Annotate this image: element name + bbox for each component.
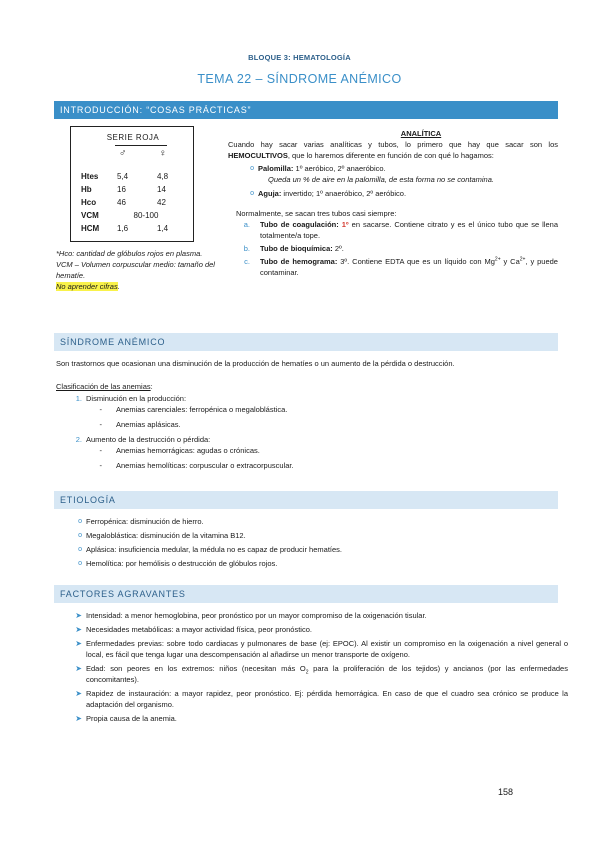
- clasificacion-title: Clasificación de las anemias: [56, 382, 151, 391]
- page-number: 158: [498, 787, 514, 797]
- subscript: 2: [305, 669, 309, 676]
- male-symbol-icon: ♂: [119, 148, 127, 159]
- note-hco: *Hco: cantidad de glóbulos rojos en plasma.: [56, 249, 203, 258]
- item-bold: Enfermedades previas: [86, 639, 162, 648]
- female-value: 1,4: [157, 224, 169, 233]
- item-bold: Necesidades metabólicas: [86, 625, 172, 634]
- circle-bullet-icon: o: [78, 518, 82, 525]
- tube-order-red: 1º: [341, 220, 349, 229]
- item-text: : sobre todo cardiacas y pulmonares de base (ej: EPOC). Al existir un compromiso en la oxigenación a nivel general o local, es fácil que tenga lugar una descompensación al añadirse un menor transporte de oxígeno.: [86, 639, 568, 659]
- item-bold: Edad: [86, 664, 104, 673]
- analitica-intro: [228, 139, 558, 161]
- list-item: [68, 638, 568, 660]
- item-bold: Palomilla:: [258, 164, 294, 173]
- item-text: : por hemólisis o destrucción de glóbulos rojos.: [121, 559, 278, 568]
- note-vcm: VCM – Volumen corpuscular medio: tamaño del hematíe.: [56, 260, 215, 280]
- list-item: [68, 460, 556, 471]
- arrow-bullet-icon: ➤: [75, 611, 82, 620]
- group-title: Aumento de la destrucción o pérdida:: [86, 435, 211, 444]
- item-bold: Aguja:: [258, 189, 282, 198]
- list-item: [68, 434, 556, 445]
- superscript: 2+: [519, 256, 526, 263]
- note-highlight-line: [56, 281, 216, 292]
- item-text: invertido; 1º anaeróbico, 2º aeróbico.: [281, 189, 407, 198]
- tube-text: 3º. Contiene EDTA que es un líquido con Mg: [337, 257, 495, 266]
- list-item: [68, 530, 568, 541]
- note-punct: .: [117, 282, 120, 291]
- table-row-vcm: [81, 211, 191, 223]
- serie-roja-underline: [115, 145, 167, 146]
- letter-marker: a.: [243, 220, 250, 229]
- intro-text: Cuando hay sacar varias analíticas y tubos, lo primero que hay que sacar son los: [228, 140, 558, 149]
- item-bold: Ferropénica: [86, 517, 127, 526]
- group-item: Anemias carenciales: ferropénica o megaloblástica.: [116, 405, 288, 414]
- list-item: [68, 713, 568, 724]
- list-item: [240, 163, 558, 185]
- serie-roja-title: SERIE ROJA: [106, 133, 160, 142]
- list-item: [240, 188, 558, 199]
- item-bold: Megaloblástica: [86, 531, 137, 540]
- list-item: [68, 419, 556, 430]
- list-item: [68, 624, 568, 635]
- list-item: [68, 610, 568, 621]
- list-item: [68, 393, 556, 404]
- section-header-intro: INTRODUCCIÓN: “COSAS PRÁCTICAS”: [54, 101, 558, 119]
- arrow-bullet-icon: ➤: [75, 714, 82, 723]
- table-row-hb: [81, 185, 191, 197]
- tube-text: , y puede contaminar.: [260, 257, 558, 277]
- female-value: 14: [157, 185, 166, 194]
- circle-bullet-icon: o: [250, 190, 254, 197]
- circle-bullet-icon: o: [250, 165, 254, 172]
- item-text: : a mayor rapidez, peor pronóstico. Ej: pérdida hemorrágica. En caso de que el cuadro sea crónico se produce la adaptación del organismo.: [86, 689, 568, 709]
- item-text: Propia causa de la anemia.: [86, 714, 177, 723]
- circle-bullet-icon: o: [78, 532, 82, 539]
- normally-text: Normalmente, se sacan tres tubos casi siempre:: [236, 209, 397, 218]
- item-text: 1º aeróbico, 2º anaeróbico.: [293, 164, 386, 173]
- number-marker: 1.: [75, 394, 82, 403]
- item-subnote: Queda un % de aire en la palomilla, de esta forma no se contamina.: [268, 175, 494, 184]
- item-bold: Intensidad: [86, 611, 121, 620]
- superscript: 2+: [494, 256, 501, 263]
- row-label: HCM: [81, 224, 100, 233]
- hemocultivo-list: [240, 163, 558, 199]
- female-symbol-icon: ♀: [159, 148, 167, 159]
- item-text: : son peores en los extremos: niños (necesitan más O: [103, 664, 306, 673]
- tube-text: en sacarse. Contiene citrato y es el único tubo que se llena totalmente/a tope.: [260, 220, 558, 240]
- letter-marker: c.: [244, 257, 250, 266]
- list-item: [68, 544, 568, 555]
- tube-text: y Ca: [500, 257, 520, 266]
- male-value: 16: [117, 185, 126, 194]
- item-bold: Hemolítica: [86, 559, 122, 568]
- serie-roja-table: [70, 126, 194, 242]
- letter-marker: b.: [243, 244, 250, 253]
- list-item: [68, 516, 568, 527]
- tube-text: 2º.: [332, 244, 344, 253]
- list-item: [68, 445, 556, 456]
- dash-bullet-icon: -: [99, 461, 102, 470]
- colon: :: [150, 382, 153, 391]
- tube-name: Tubo de coagulación:: [260, 220, 339, 229]
- arrow-bullet-icon: ➤: [75, 664, 82, 673]
- circle-bullet-icon: o: [78, 546, 82, 553]
- item-text: : a mayor actividad física, peor pronóstico.: [171, 625, 312, 634]
- analitica-block: [228, 128, 558, 278]
- number-marker: 2.: [75, 435, 82, 444]
- item-text: : insuficiencia medular, la médula no es capaz de producir hematíes.: [114, 545, 342, 554]
- female-value: 42: [157, 198, 166, 207]
- arrow-bullet-icon: ➤: [75, 625, 82, 634]
- list-item: [68, 404, 556, 415]
- clasificacion-title-line: [56, 381, 556, 392]
- table-row-htes: [81, 172, 191, 184]
- tube-name: Tubo de hemograma:: [260, 257, 338, 266]
- row-label: VCM: [81, 211, 99, 220]
- intro-bold: HEMOCULTIVOS: [228, 151, 288, 160]
- highlighted-note: No aprender cifras: [56, 282, 118, 291]
- sindrome-definition: Son trastornos que ocasionan una disminución de la producción de hematíes o un aumento de la pérdida o destrucción.: [56, 359, 455, 368]
- list-item: [236, 243, 558, 254]
- table-row-hcm: [81, 224, 191, 236]
- item-text: para la proliferación de los tejidos) y ancianos (por las enfermedades concomitantes).: [86, 664, 568, 684]
- arrow-bullet-icon: ➤: [75, 689, 82, 698]
- shared-value: 80-100: [133, 211, 159, 220]
- table-notes: [56, 248, 216, 292]
- row-label: Hco: [81, 198, 97, 207]
- item-text: : a menor hemoglobina, peor pronóstico por un mayor compromiso de la oxigenación tisular.: [120, 611, 427, 620]
- block-title: BLOQUE 3: HEMATOLOGÍA: [248, 53, 351, 62]
- male-value: 46: [117, 198, 126, 207]
- dash-bullet-icon: -: [99, 446, 102, 455]
- item-text: : disminución de la vitamina B12.: [136, 531, 246, 540]
- item-bold: Aplásica: [86, 545, 115, 554]
- male-value: 5,4: [117, 172, 129, 181]
- section-header-factores: FACTORES AGRAVANTES: [54, 585, 558, 603]
- group-item: Anemias aplásicas.: [116, 420, 181, 429]
- tube-name: Tubo de bioquímica:: [260, 244, 333, 253]
- group-title: Disminución en la producción:: [86, 394, 187, 403]
- topic-title: TEMA 22 – SÍNDROME ANÉMICO: [197, 72, 402, 86]
- dash-bullet-icon: -: [99, 420, 102, 429]
- male-value: 1,6: [117, 224, 129, 233]
- dash-bullet-icon: -: [99, 405, 102, 414]
- factores-list: [56, 610, 568, 724]
- row-label: Hb: [81, 185, 92, 194]
- arrow-bullet-icon: ➤: [75, 639, 82, 648]
- clasificacion-block: [56, 381, 556, 471]
- item-text: : disminución de hierro.: [126, 517, 204, 526]
- list-item: [236, 256, 558, 278]
- list-item: [68, 558, 568, 569]
- analitica-title: ANALÍTICA: [400, 129, 442, 138]
- list-item: [68, 663, 568, 685]
- female-value: 4,8: [157, 172, 169, 181]
- etiologia-list: [56, 516, 568, 569]
- group-item: Anemias hemorrágicas: agudas o crónicas.: [116, 446, 260, 455]
- list-item: [236, 219, 558, 241]
- section-header-sindrome: SÍNDROME ANÉMICO: [54, 333, 558, 351]
- tube-list: [236, 219, 558, 278]
- row-label: Htes: [81, 172, 99, 181]
- list-item: [68, 688, 568, 710]
- group-item: Anemias hemolíticas: corpuscular o extracorpuscular.: [116, 461, 294, 470]
- circle-bullet-icon: o: [78, 560, 82, 567]
- table-row-hco: [81, 198, 191, 210]
- item-bold: Rapidez de instauración: [86, 689, 170, 698]
- section-header-etiologia: ETIOLOGÍA: [54, 491, 558, 509]
- group-1: [56, 393, 556, 471]
- intro-text-end: , que lo haremos diferente en función de con qué lo hagamos:: [287, 151, 494, 160]
